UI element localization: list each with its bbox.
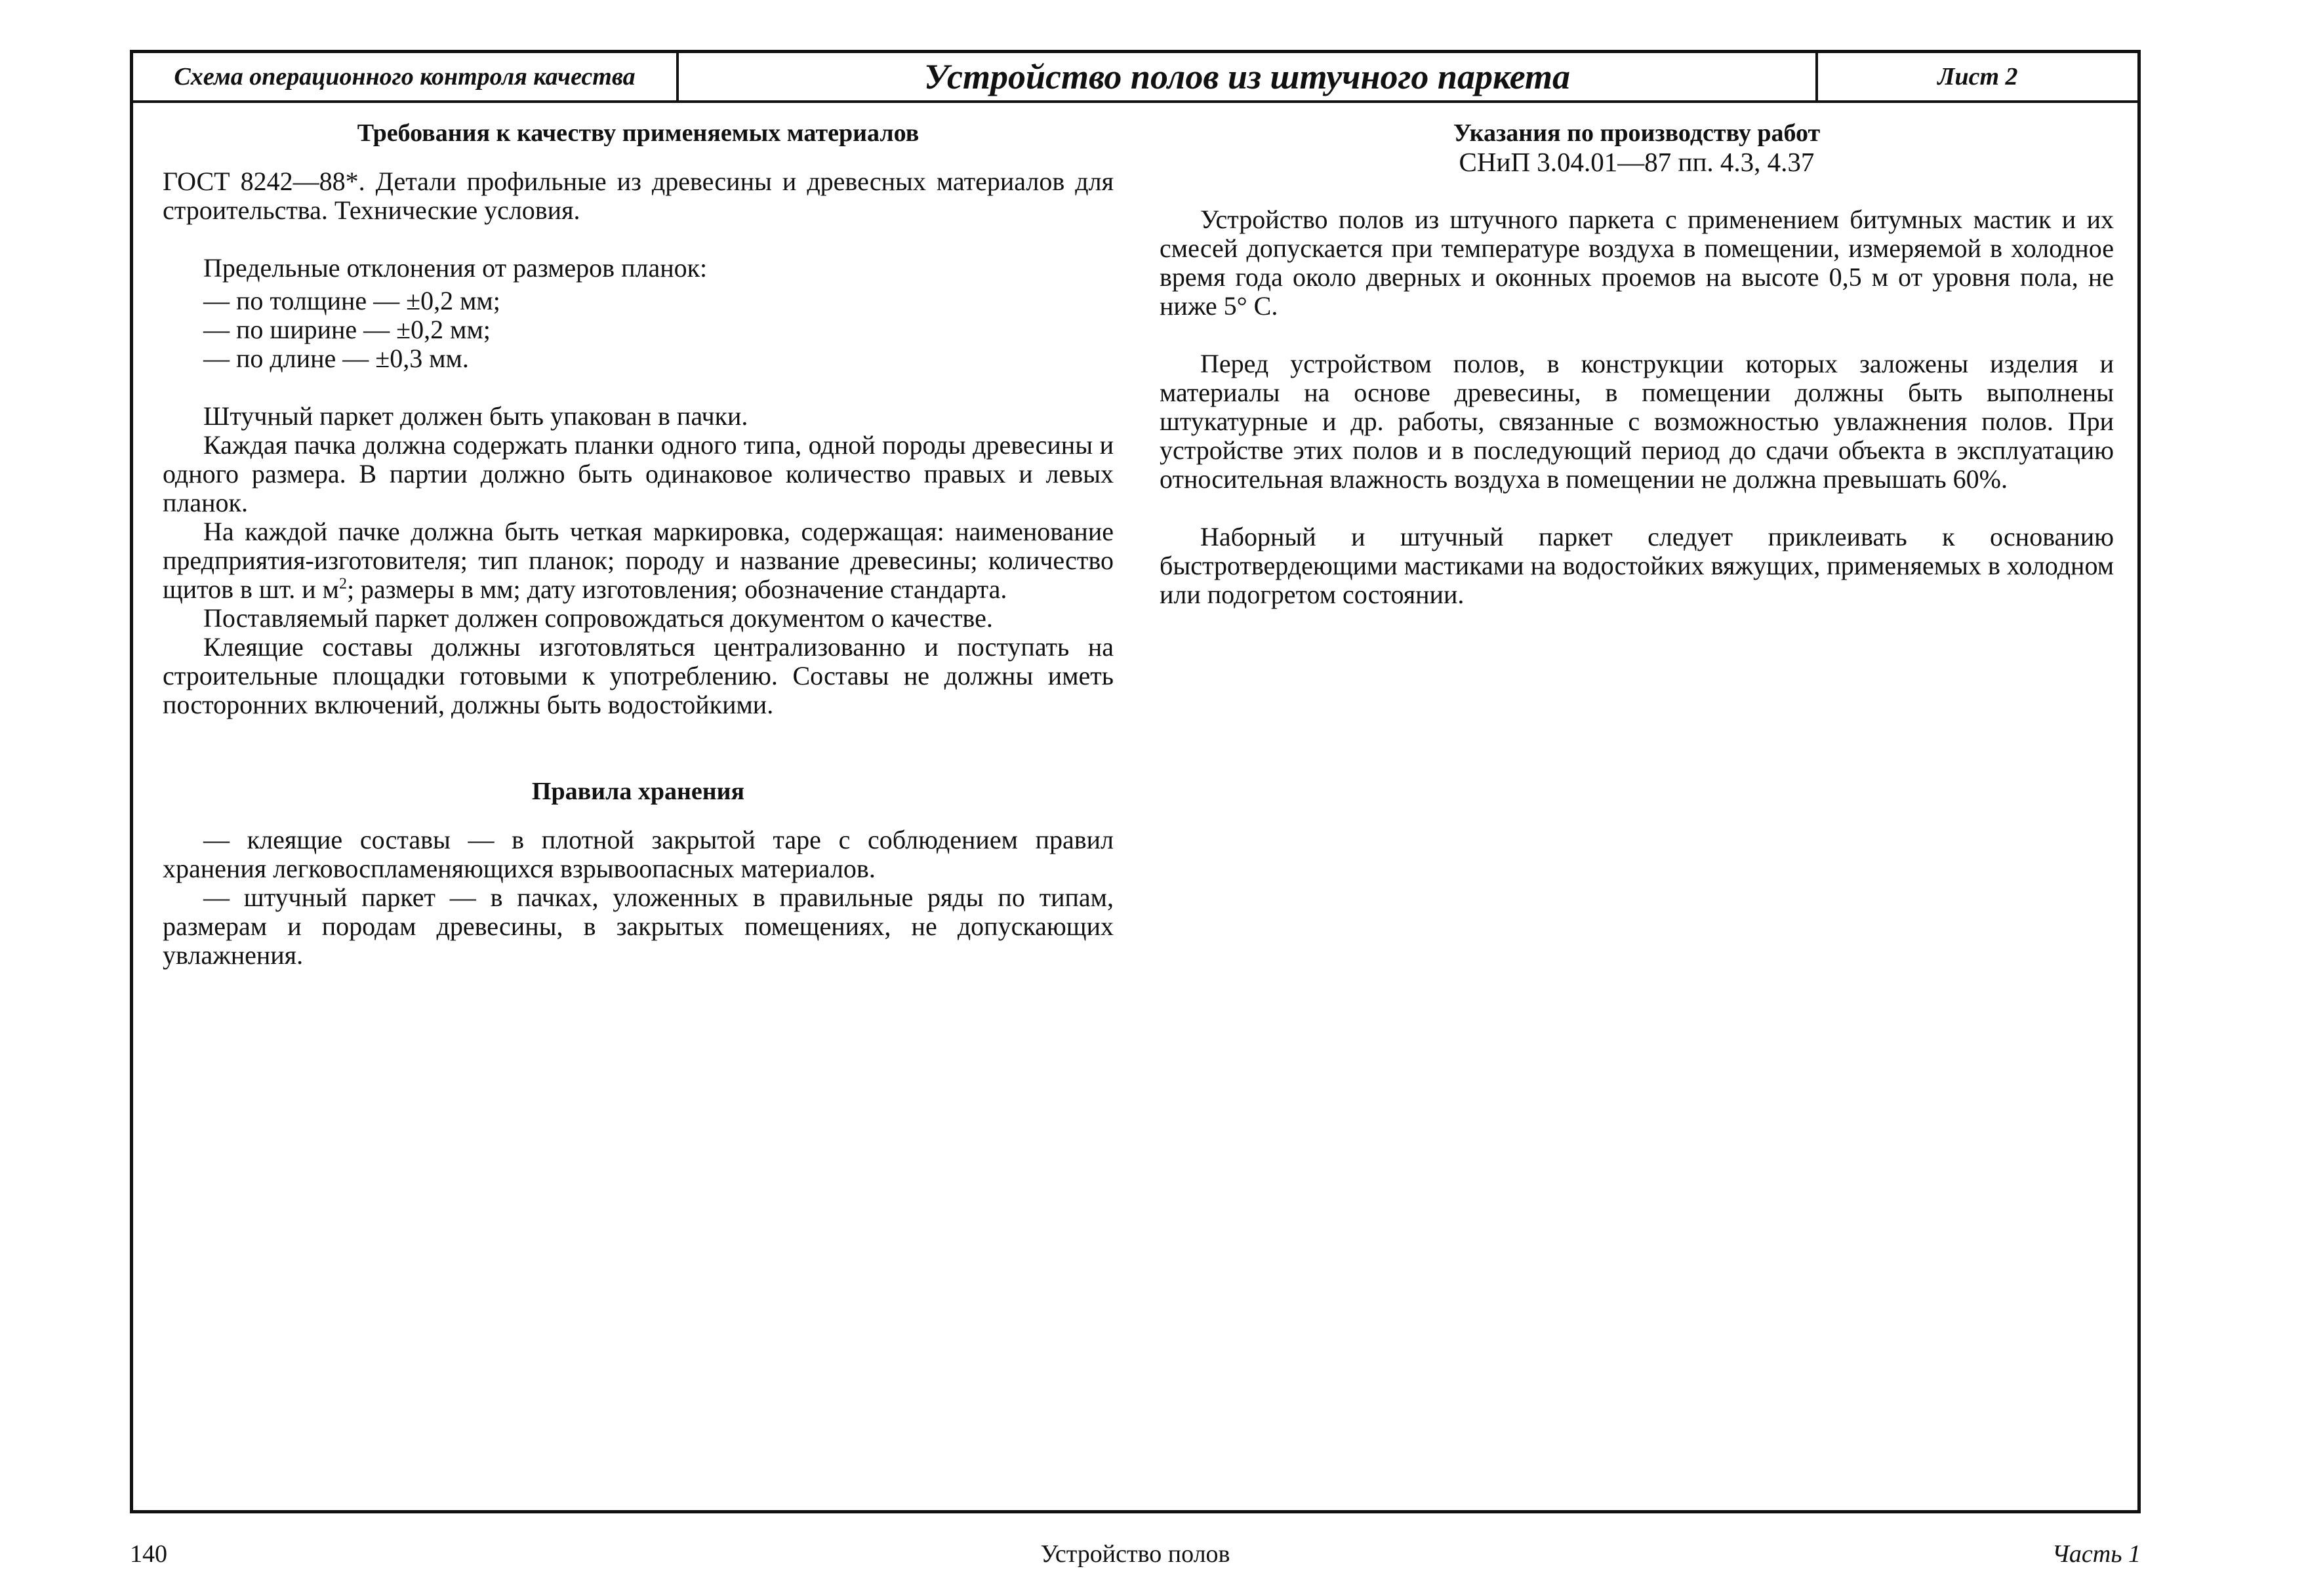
- deviation-thickness: — по толщине — ±0,2 мм;: [203, 286, 500, 315]
- marking-text-part1: На каждой пачке должна быть четкая маркировка, содержащая: наименование предприятия-изготовителя; тип планок; породу и название древесины; количество щитов в шт. и м: [163, 517, 1114, 604]
- packing-text: Штучный паркет должен быть упакован в пачки.: [203, 401, 748, 431]
- instruction-paragraph: Наборный и штучный паркет следует приклеивать к основанию быстротвердеющими мастиками на водостойких вяжущих, применяемых в холодном или подогретом состоянии.: [1160, 522, 2114, 609]
- footer-part-label: Часть 1: [2052, 1540, 2141, 1568]
- storage-item-adhesives: — клеящие составы — в плотной закрытой таре с соблюдением правил хранения легковоспламеняющихся взрывоопасных материалов.: [163, 825, 1114, 883]
- deviation-length: — по длине — ±0,3 мм.: [203, 344, 469, 373]
- storage-rules-heading: Правила хранения: [531, 778, 745, 805]
- marking-superscript: 2: [338, 575, 347, 593]
- quality-document-text: Поставляемый паркет должен сопровождаться документом о качестве.: [203, 603, 993, 633]
- storage-item-parquet: — штучный паркет — в пачках, уложенных в правильные ряды по типам, размерам и породам древесины, в закрытых помещениях, не допускающих увлажнения.: [163, 883, 1114, 970]
- page-footer: [130, 1540, 2141, 1572]
- page-number: 140: [130, 1540, 167, 1568]
- header-sheet-number: Лист 2: [1937, 63, 2018, 90]
- work-instructions-heading: Указания по производству работ: [1453, 119, 1821, 147]
- header-scheme-label: Схема операционного контроля качества: [133, 53, 679, 100]
- materials-requirements-heading: Требования к качеству применяемых материалов: [357, 119, 920, 147]
- document-frame: [130, 50, 2141, 1513]
- header-title: Устройство полов из штучного паркета: [679, 53, 1818, 100]
- deviation-width: — по ширине — ±0,2 мм;: [203, 315, 491, 344]
- instruction-paragraph: Устройство полов из штучного паркета с применением битумных мастик и их смесей допускается при температуре воздуха в помещении, измеряемой в холодное время года около дверных и оконных проемов на высоте 0,5 м от уровня пола, не ниже 5° С.: [1160, 205, 2114, 321]
- gost-reference: ГОСТ 8242—88*. Детали профильные из древесины и древесных материалов для строительства. Технические условия.: [163, 167, 1114, 225]
- marking-text: [163, 517, 1114, 604]
- adhesives-text: Клеящие составы должны изготовляться централизованно и поступать на строительные площадки готовыми к употреблению. Составы не должны иметь посторонних включений, должны быть водостойкими.: [163, 632, 1114, 719]
- instruction-paragraph: Перед устройством полов, в конструкции которых заложены изделия и материалы на основе древесины, в помещении должны быть выполнены штукатурные и др. работы, связанные с возможностью увлажнения полов. При устройстве этих полов и в последующий период до сдачи объекта в эксплуатацию относительная влажность воздуха в помещении не должна превышать 60%.: [1160, 349, 2114, 494]
- snip-reference: СНиП 3.04.01—87 пп. 4.3, 4.37: [1459, 147, 1815, 177]
- header-row: [133, 53, 2137, 103]
- deviations-intro: Предельные отклонения от размеров планок:: [203, 253, 708, 283]
- left-column: [163, 119, 1114, 970]
- right-column: [1160, 119, 2114, 609]
- pack-content-text: Каждая пачка должна содержать планки одного типа, одной породы древесины и одного размера. В партии должно быть одинаковое количество правых и левых планок.: [163, 430, 1114, 517]
- footer-section-title: Устройство полов: [1040, 1540, 1230, 1568]
- marking-text-part2: ; размеры в мм; дату изготовления; обозначение стандарта.: [346, 574, 1007, 604]
